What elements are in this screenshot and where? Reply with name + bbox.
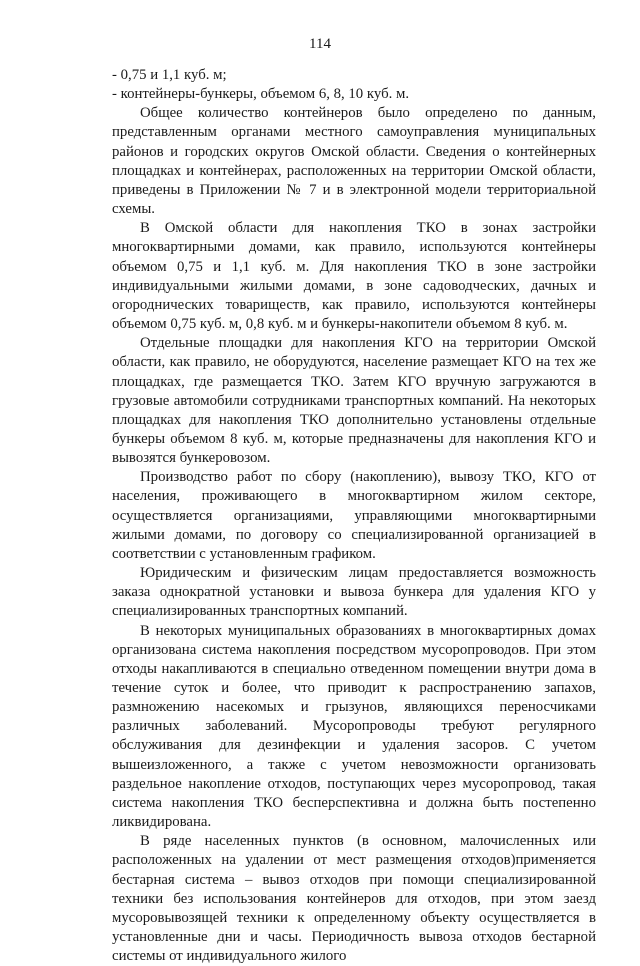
paragraph: Общее количество контейнеров было определено по данным, представленным органами местного самоуправления муниципальных районов и городских округов Омской области. Сведения о контейнерных площадках и контейнерах, расположенных на территории Омской области, приведены в Приложении № 7 и в электронной модели территориальной схемы. bbox=[112, 105, 596, 218]
page-number: 114 bbox=[309, 36, 331, 52]
paragraph: В некоторых муниципальных образованиях в многоквартирных домах организована система накопления посредством мусоропроводов. При этом отходы накапливаются в специально отведенном помещении внутри дома в течение суток и более, что приводит к распространению запахов, размножению насекомых и грызунов, являющихся переносчиками различных заболеваний. Мусоропроводы требуют регулярного обслуживания для дезинфекции и удаления засоров. С учетом вышеизложенного, а также с учетом невозможности организовать раздельное накопление отходов, поступающих через мусоропровод, такая система накопления ТКО бесперспективна и должна быть постепенно ликвидирована. bbox=[112, 622, 596, 831]
body-text bbox=[112, 66, 596, 966]
list-item: - контейнеры-бункеры, объемом 6, 8, 10 куб. м. bbox=[112, 86, 410, 103]
paragraph: В ряде населенных пунктов (в основном, малочисленных или расположенных на удалении от мест размещения отходов)применяется бестарная система – вывоз отходов при помощи специализированной техники без использования контейнеров для отходов, при этом заезд мусоровывозящей техники к определенному объекту осуществляется в установленные дни и часы. Периодичность вывоза отходов бестарной системы от индивидуального жилого bbox=[112, 833, 596, 965]
paragraph: Отдельные площадки для накопления КГО на территории Омской области, как правило, не оборудуются, население размещает КГО на тех же площадках, где размещается ТКО. Затем КГО вручную загружаются в грузовые автомобили сотрудниками транспортных компаний. На некоторых площадках для накопления ТКО дополнительно установлены отдельные бункеры объемом 8 куб. м, которые предназначены для накопления КГО и вывозятся бункеровозом. bbox=[112, 335, 596, 467]
paragraph: Юридическим и физическим лицам предоставляется возможность заказа однократной установки и вывоза бункера для удаления КГО у специализированных транспортных компаний. bbox=[112, 565, 596, 620]
paragraph: Производство работ по сбору (накоплению), вывозу ТКО, КГО от населения, проживающего в многоквартирном жилом секторе, осуществляется организациями, управляющими многоквартирными жилыми домами, по договору со специализированной организацией в соответствии с установленным графиком. bbox=[112, 469, 596, 562]
list-item: - 0,75 и 1,1 куб. м; bbox=[112, 67, 227, 83]
paragraph: В Омской области для накопления ТКО в зонах застройки многоквартирными домами, как правило, используются контейнеры объемом 0,75 и 1,1 куб. м. Для накопления ТКО в зоне застройки индивидуальными жилыми домами, в зоне садоводческих, дачных и огороднических товариществ, как правило, используются контейнеры объемом 0,75 куб. м, 0,8 куб. м и бункеры-накопители объемом 8 куб. м. bbox=[112, 220, 596, 333]
